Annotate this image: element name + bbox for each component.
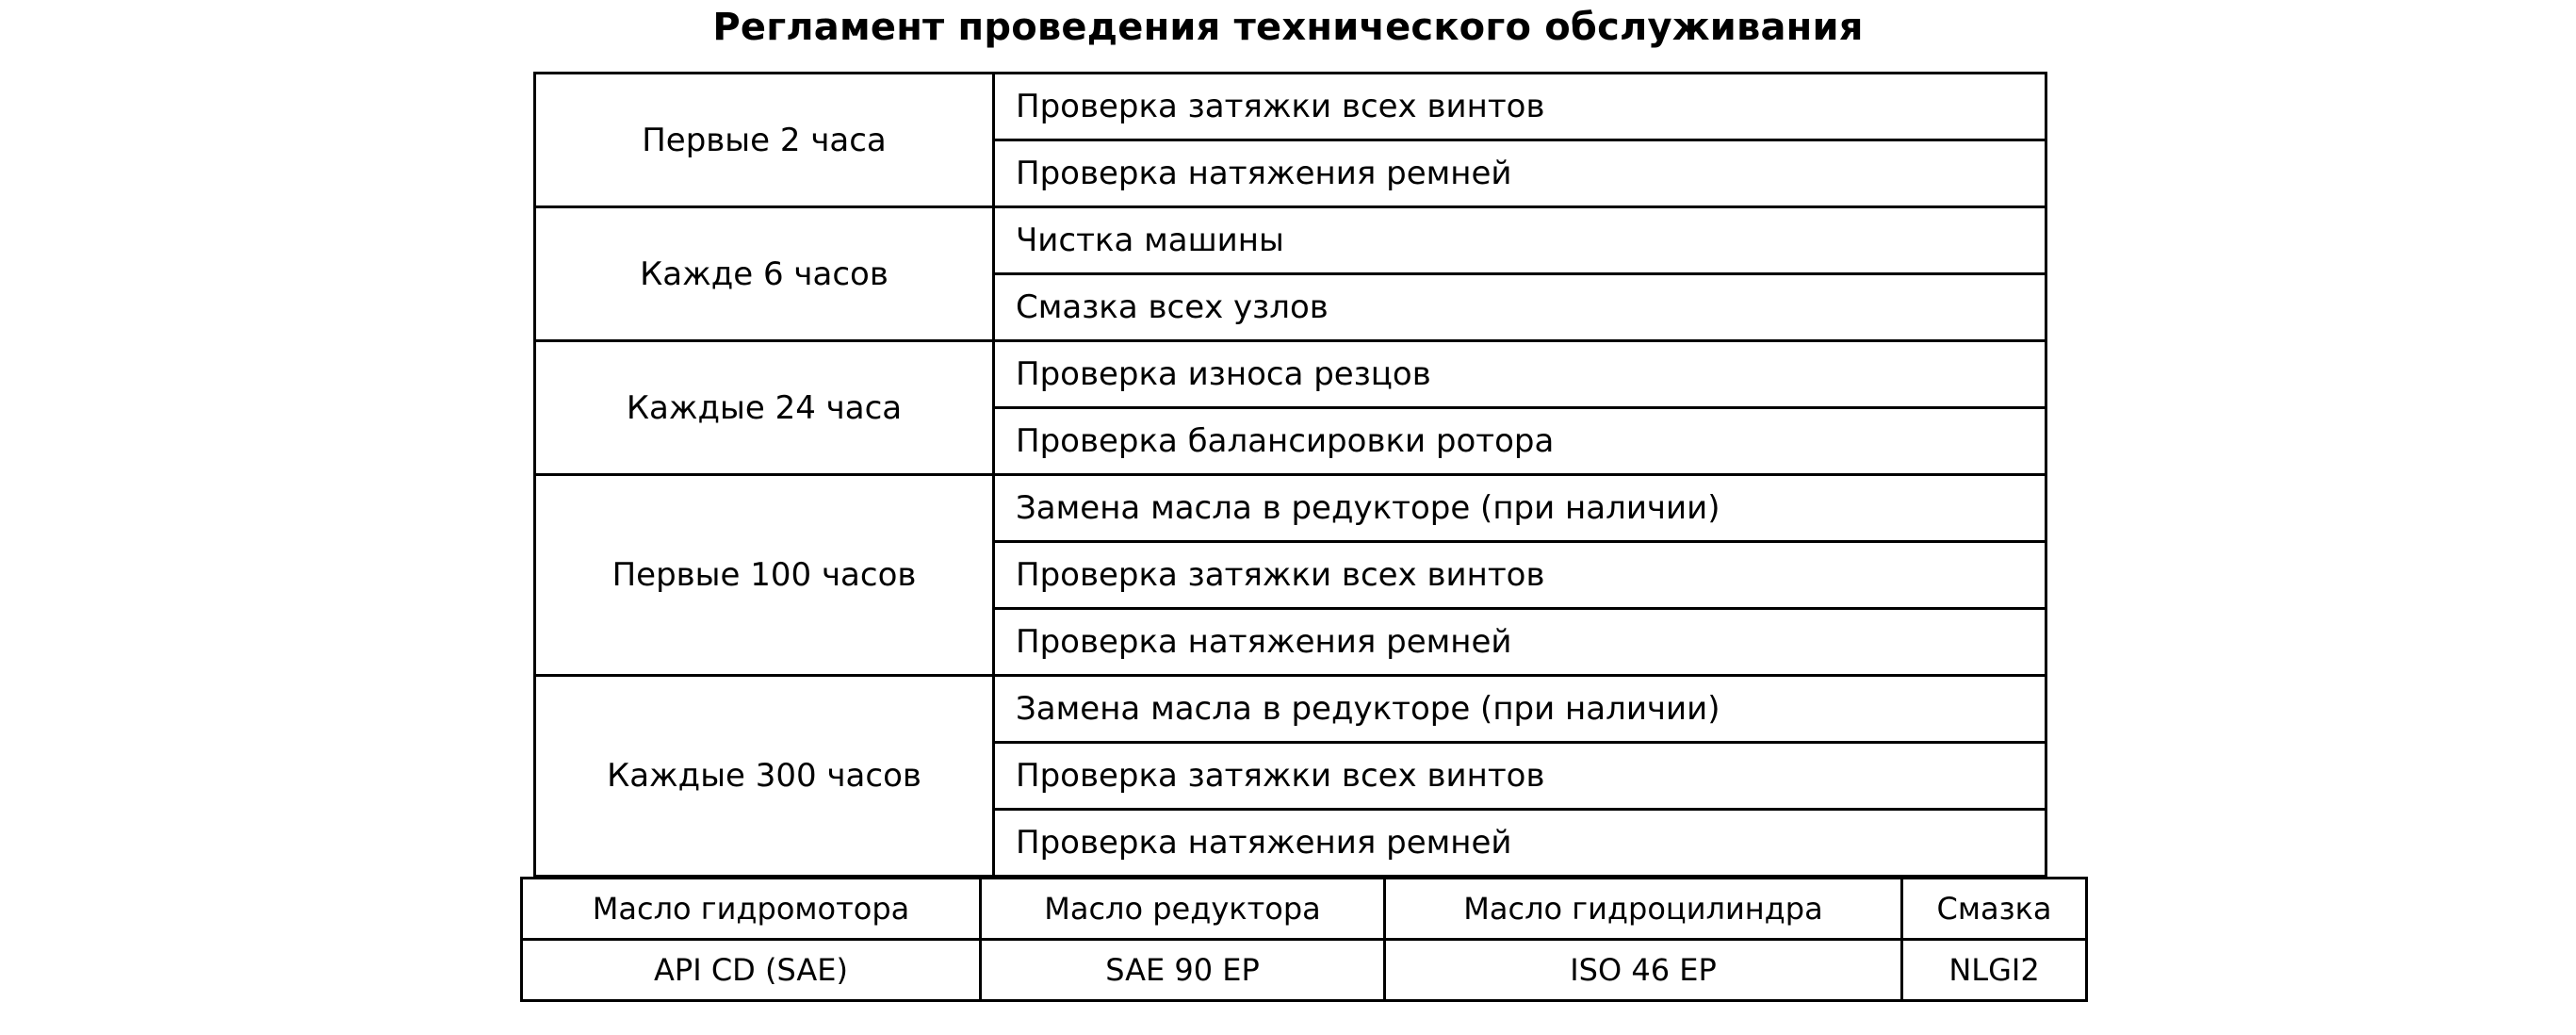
lubricants-header-cell: Масло редуктора — [981, 879, 1385, 940]
schedule-interval-cell: Первые 100 часов — [535, 475, 994, 676]
schedule-task-cell: Проверка износа резцов — [994, 341, 2046, 408]
table-row — [522, 940, 2087, 1001]
schedule-task-cell: Проверка натяжения ремней — [994, 609, 2046, 676]
schedule-task-cell: Чистка машины — [994, 207, 2046, 274]
table-row — [535, 475, 2046, 542]
table-row — [522, 879, 2087, 940]
table-row — [535, 207, 2046, 274]
table-row — [535, 676, 2046, 743]
page-title: Регламент проведения технического обслуживания — [712, 6, 1864, 49]
lubricants-value-cell: API CD (SAE) — [522, 940, 981, 1001]
lubricants-header-cell: Смазка — [1902, 879, 2087, 940]
lubricants-value-cell: NLGI2 — [1902, 940, 2087, 1001]
schedule-interval-cell: Каждые 24 часа — [535, 341, 994, 475]
schedule-task-cell: Смазка всех узлов — [994, 274, 2046, 341]
schedule-interval-cell: Каждые 300 часов — [535, 676, 994, 877]
schedule-task-cell: Проверка затяжки всех винтов — [994, 542, 2046, 609]
table-row — [535, 341, 2046, 408]
lubricants-header-cell: Масло гидроцилиндра — [1385, 879, 1902, 940]
schedule-task-cell: Проверка балансировки ротора — [994, 408, 2046, 475]
lubricants-value-cell: SAE 90 EP — [981, 940, 1385, 1001]
schedule-task-cell: Замена масла в редукторе (при наличии) — [994, 475, 2046, 542]
schedule-interval-cell: Первые 2 часа — [535, 74, 994, 207]
lubricants-table — [520, 877, 2088, 1002]
lubricants-header-cell: Масло гидромотора — [522, 879, 981, 940]
schedule-interval-cell: Кажде 6 часов — [535, 207, 994, 341]
schedule-task-cell: Проверка натяжения ремней — [994, 140, 2046, 207]
table-row — [535, 74, 2046, 140]
schedule-task-cell: Проверка затяжки всех винтов — [994, 74, 2046, 140]
schedule-task-cell: Замена масла в редукторе (при наличии) — [994, 676, 2046, 743]
schedule-task-cell: Проверка натяжения ремней — [994, 810, 2046, 877]
schedule-task-cell: Проверка затяжки всех винтов — [994, 743, 2046, 810]
lubricants-value-cell: ISO 46 EP — [1385, 940, 1902, 1001]
maintenance-schedule-table — [533, 72, 2047, 878]
